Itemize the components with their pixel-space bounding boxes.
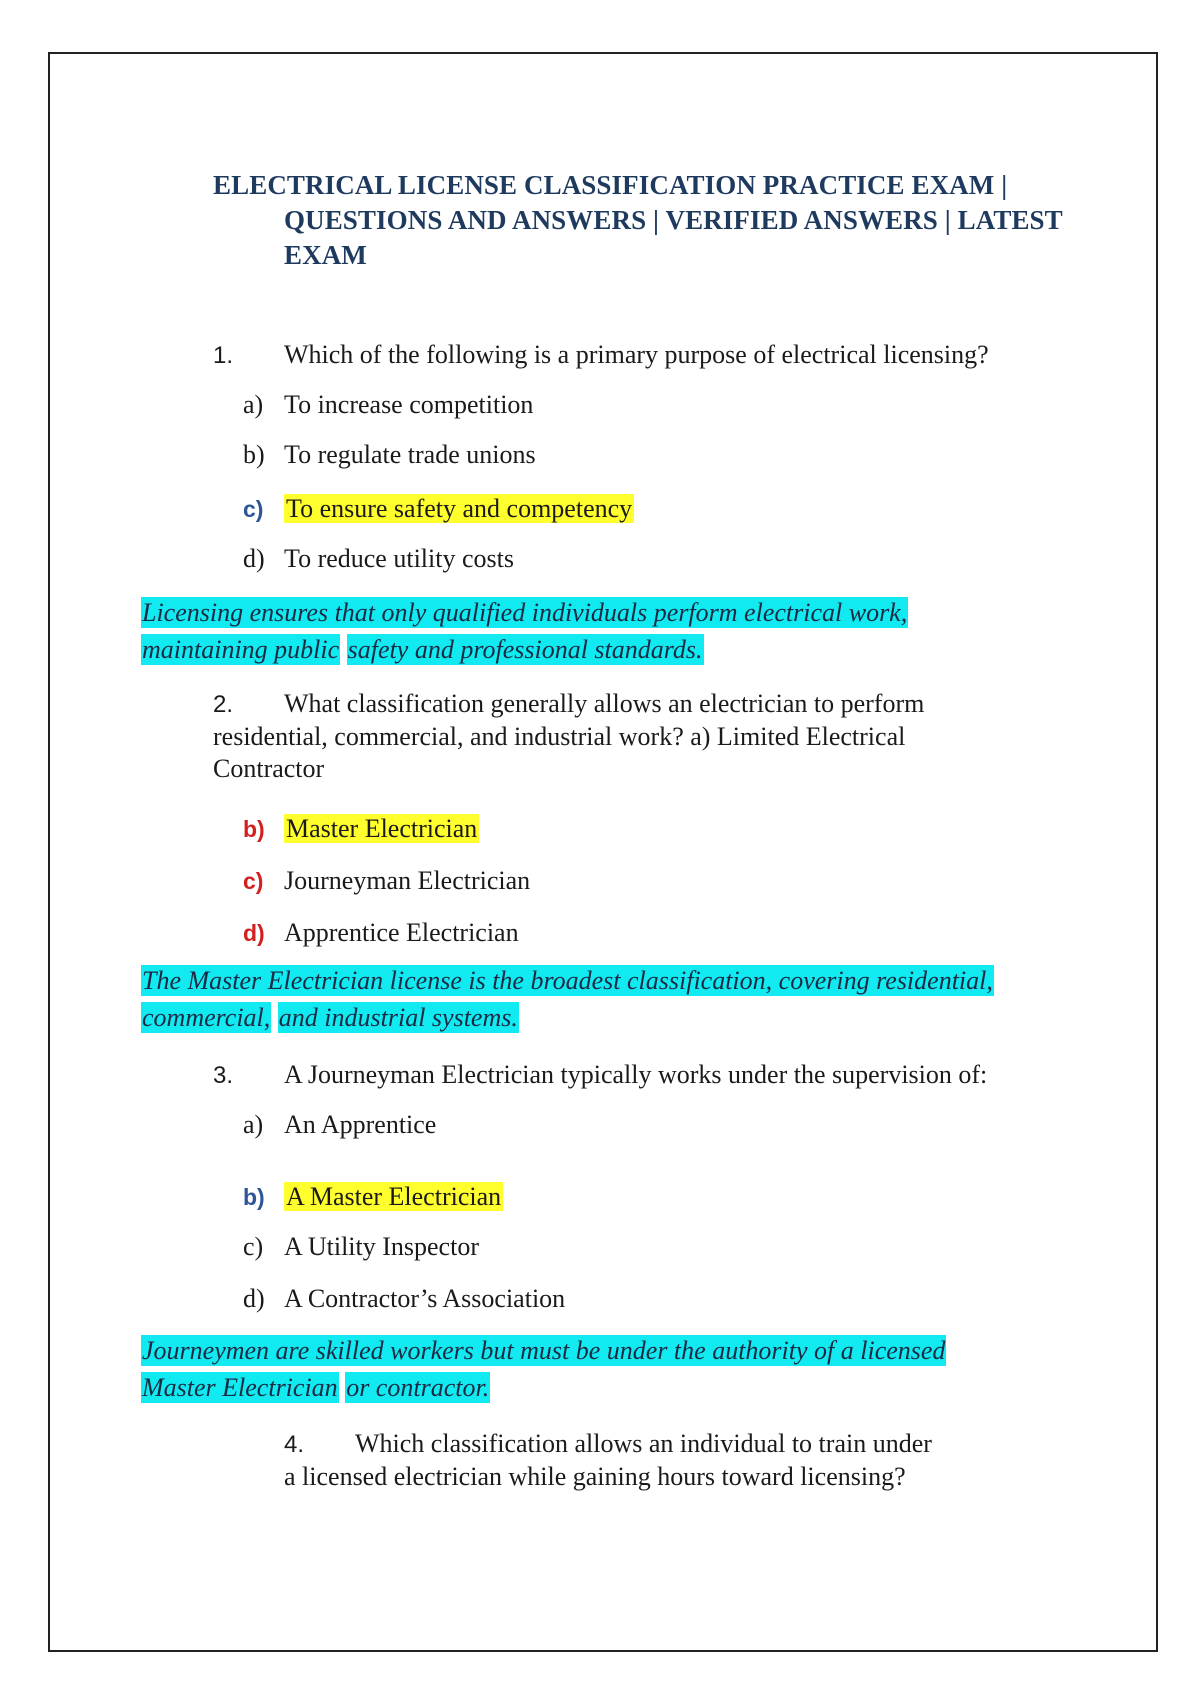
question-4	[284, 1428, 1044, 1493]
explanation-line-2b: and industrial systems.	[278, 1003, 518, 1032]
title-line-3: EXAM	[284, 240, 367, 270]
q1-option-b	[243, 438, 536, 472]
option-letter: a)	[243, 1110, 264, 1139]
q2-option-d	[243, 916, 519, 950]
option-text: To reduce utility costs	[284, 544, 514, 573]
option-letter: c)	[243, 1232, 264, 1261]
question-number: 2.	[213, 691, 234, 718]
explanation-line-2b: or contractor.	[346, 1373, 490, 1402]
q1-option-c-correct	[243, 492, 634, 526]
explanation-line-1: Journeymen are skilled workers but must be under the authority of a licensed	[142, 1336, 946, 1365]
option-text: To increase competition	[284, 390, 534, 419]
question-text: A Journeyman Electrician typically works under the supervision of:	[284, 1060, 988, 1089]
correct-answer-highlight: Master Electrician	[286, 814, 478, 843]
option-letter: b)	[243, 816, 265, 842]
q1-explanation	[141, 594, 908, 668]
question-text-line-1: Which classification allows an individual to train under	[355, 1429, 932, 1458]
explanation-line-1: Licensing ensures that only qualified individuals perform electrical work,	[142, 598, 908, 627]
question-text-line-2: residential, commercial, and industrial work? a) Limited Electrical	[213, 722, 906, 751]
q1-option-d	[243, 542, 514, 576]
option-letter: b)	[243, 440, 265, 469]
question-2	[213, 688, 1013, 785]
question-text-line-1: What classification generally allows an electrician to perform	[284, 689, 925, 718]
option-text: Apprentice Electrician	[284, 918, 519, 947]
option-letter: d)	[243, 1284, 265, 1313]
q1-option-a	[243, 388, 533, 422]
question-text: Which of the following is a primary purpose of electrical licensing?	[284, 340, 989, 369]
option-text: A Contractor’s Association	[284, 1284, 566, 1313]
option-text: An Apprentice	[284, 1110, 437, 1139]
title-line-2: QUESTIONS AND ANSWERS | VERIFIED ANSWERS | LATEST	[284, 205, 1063, 235]
explanation-line-2a: Master Electrician	[142, 1373, 338, 1402]
option-letter: d)	[243, 544, 265, 573]
title-line-1: ELECTRICAL LICENSE CLASSIFICATION PRACTICE EXAM |	[213, 170, 1008, 200]
q2-option-c	[243, 864, 530, 898]
question-1	[213, 338, 989, 373]
explanation-line-2a: commercial,	[142, 1003, 271, 1032]
q2-option-b-correct	[243, 812, 479, 846]
option-text: A Utility Inspector	[284, 1232, 479, 1261]
option-text: To regulate trade unions	[284, 440, 536, 469]
explanation-line-2b: safety and professional standards.	[347, 635, 703, 664]
document-title	[213, 168, 1093, 273]
option-letter: b)	[243, 1184, 265, 1210]
option-text: Journeyman Electrician	[284, 866, 531, 895]
explanation-line-1: The Master Electrician license is the broadest classification, covering residential,	[142, 966, 993, 995]
q3-option-b-correct	[243, 1180, 503, 1214]
question-number: 4.	[284, 1431, 305, 1458]
q3-option-a	[243, 1108, 436, 1142]
question-number: 3.	[213, 1062, 234, 1089]
question-text-line-3: Contractor	[213, 754, 325, 783]
q3-option-c	[243, 1230, 479, 1264]
question-number: 1.	[213, 342, 234, 369]
correct-answer-highlight: To ensure safety and competency	[286, 494, 633, 523]
explanation-line-2a: maintaining public	[142, 635, 340, 664]
q3-option-d	[243, 1282, 565, 1316]
option-letter: d)	[243, 920, 265, 946]
q3-explanation	[141, 1332, 946, 1406]
page-border	[48, 52, 1158, 1652]
question-text-line-2: a licensed electrician while gaining hours toward licensing?	[284, 1462, 906, 1491]
option-letter: a)	[243, 390, 264, 419]
q2-explanation	[141, 962, 994, 1036]
option-letter: c)	[243, 496, 264, 522]
question-3	[213, 1058, 987, 1093]
option-letter: c)	[243, 868, 264, 894]
correct-answer-highlight: A Master Electrician	[286, 1182, 502, 1211]
